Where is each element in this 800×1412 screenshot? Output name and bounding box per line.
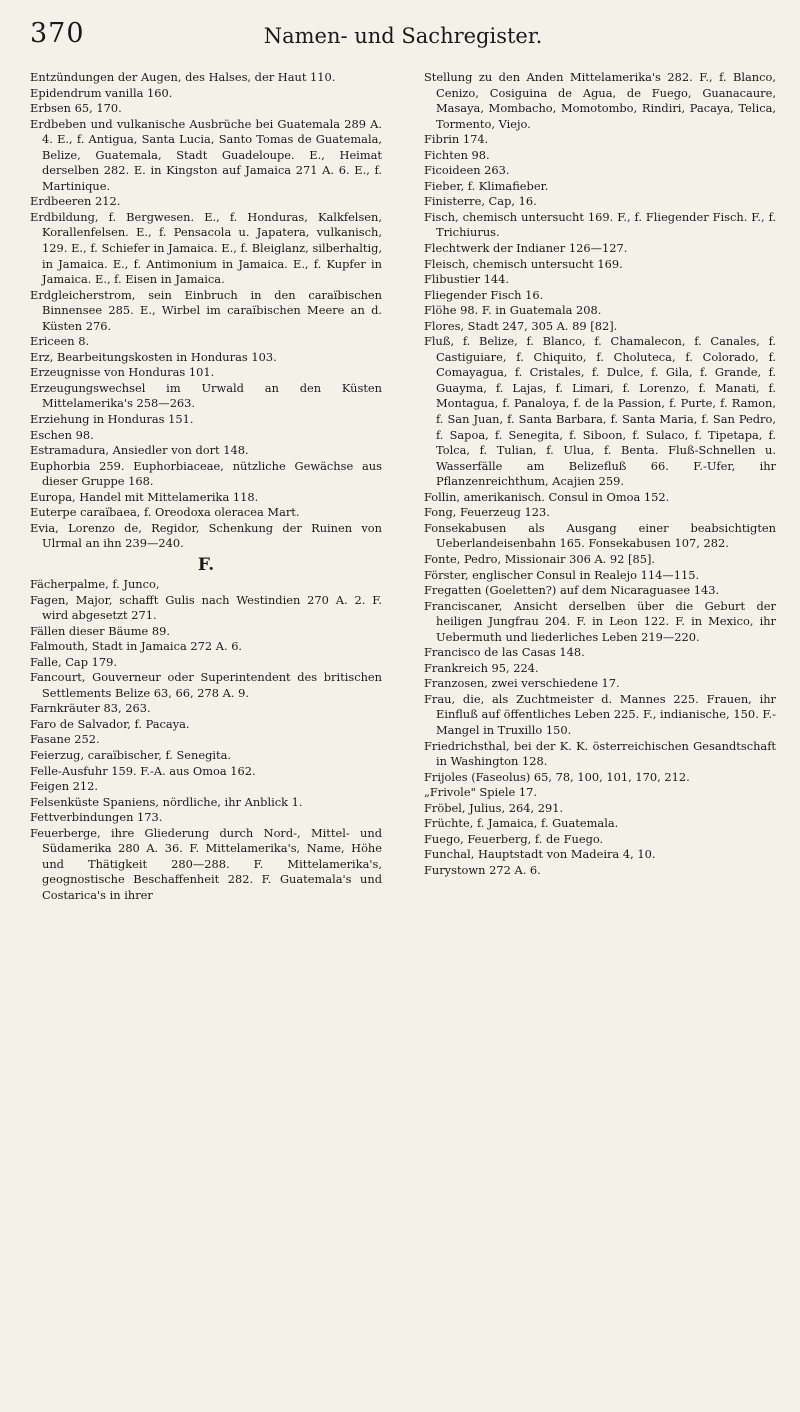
- index-entry: Francisco de las Casas 148.: [424, 645, 585, 660]
- index-entry: Europa, Handel mit Mittelamerika 118.: [30, 489, 259, 504]
- index-entry: Frankreich 95, 224.: [424, 660, 539, 675]
- index-entry: Furystown 272 A. 6.: [424, 862, 541, 877]
- index-entry: Erbsen 65, 170.: [30, 101, 122, 116]
- running-title: Namen- und Sachregister.: [263, 24, 543, 48]
- index-entry: Stellung zu den Anden Mittelamerika's 282. F., f. Blanco, Cenizo, Cosiguina de Agua, de Fuego, Guanacaure, Masaya, Mombacho, Momotombo, Rindiri, Pacaya, Telica, Tormento, Viejo.: [424, 70, 776, 131]
- index-entry: Erz, Bearbeitungskosten in Honduras 103.: [30, 349, 277, 364]
- index-entry: Euterpe caraïbaea, f. Oreodoxa oleracea Mart.: [30, 505, 300, 520]
- index-entry: Fleisch, chemisch untersucht 169.: [424, 256, 623, 271]
- index-entry: Estramadura, Ansiedler von dort 148.: [30, 443, 249, 458]
- index-entry: Ericeen 8.: [30, 334, 90, 349]
- index-entry: Erdbeben und vulkanische Ausbrüche bei Guatemala 289 A. 4. E., f. Antigua, Santa Lucia, Santo Tomas de Guatemala, Belize, Guatemala, Stadt Guadeloupe. E., Heimat derselben 282. E. in Kingston auf Jamaica 271 A. 6. E., f. Martinique.: [30, 116, 382, 193]
- index-entry: Fancourt, Gouverneur oder Superintendent des britischen Settlements Belize 63, 66, 278 A. 9.: [30, 670, 382, 700]
- index-entry: Früchte, f. Jamaica, f. Guatemala.: [424, 816, 619, 831]
- index-entry: Fliegender Fisch 16.: [424, 287, 544, 302]
- index-entry: Falmouth, Stadt in Jamaica 272 A. 6.: [30, 639, 243, 654]
- left-entries-f: [30, 577, 382, 903]
- index-entry: Frau, die, als Zuchtmeister d. Mannes 225. Frauen, ihr Einfluß auf öffentliches Leben 225. F., indianische, 150. F.-Mangel in Truxillo 150.: [424, 691, 776, 737]
- section-letter-f: F.: [197, 554, 215, 575]
- index-entry: Finisterre, Cap, 16.: [424, 194, 537, 209]
- index-entry: Evia, Lorenzo de, Regidor, Schenkung der Ruinen von Ulrmal an ihn 239—240.: [30, 520, 382, 551]
- index-entry: Flibustier 144.: [424, 272, 510, 287]
- index-entry: Faro de Salvador, f. Pacaya.: [30, 716, 190, 731]
- index-entry: Fichten 98.: [424, 147, 490, 162]
- index-entry: Funchal, Hauptstadt von Madeira 4, 10.: [424, 847, 656, 862]
- index-entry: Erdgleicherstrom, sein Einbruch in den caraïbischen Binnensee 285. E., Wirbel im caraïbischen Meere an d. Küsten 276.: [30, 287, 382, 333]
- left-entries-e: [30, 70, 382, 552]
- index-entry: Fonsekabusen als Ausgang einer beabsichtigten Ueberlandeisenbahn 165. Fonsekabusen 107, 282.: [424, 520, 776, 551]
- index-entry: Farnkräuter 83, 263.: [30, 701, 151, 716]
- index-entry: Erzeugungswechsel im Urwald an den Küsten Mittelamerika's 258—263.: [30, 380, 382, 411]
- index-entry: Fröbel, Julius, 264, 291.: [424, 800, 564, 815]
- left-column: [30, 70, 382, 903]
- index-entry: Flöhe 98. F. in Guatemala 208.: [424, 303, 602, 318]
- index-entry: Eschen 98.: [30, 427, 94, 442]
- index-entry: Fonte, Pedro, Missionair 306 A. 92 [85].: [424, 551, 656, 566]
- index-entry: Fong, Feuerzeug 123.: [424, 505, 550, 520]
- index-entry: Flores, Stadt 247, 305 A. 89 [82].: [424, 318, 618, 333]
- index-entry: Feierzug, caraïbischer, f. Senegita.: [30, 747, 232, 762]
- right-column: [424, 70, 776, 878]
- index-entry: Feuerberge, ihre Gliederung durch Nord-, Mittel- und Südamerika 280 A. 36. F. Mittelamerika's, Name, Höhe und Thätigkeit 280—288. F. Mittelamerika's, geognostische Beschaffenheit 282. F. Guatemala's und Costarica's in ihrer: [30, 825, 382, 902]
- index-entry: Fettverbindungen 173.: [30, 810, 163, 825]
- index-entry: Fieber, f. Klimafieber.: [424, 178, 549, 193]
- index-entry: Erdbeeren 212.: [30, 194, 121, 209]
- index-entry: Erzeugnisse von Honduras 101.: [30, 365, 215, 380]
- index-entry: Flechtwerk der Indianer 126—127.: [424, 241, 628, 256]
- index-entry: Epidendrum vanilla 160.: [30, 85, 173, 100]
- index-entry: Felle-Ausfuhr 159. F.-A. aus Omoa 162.: [30, 763, 256, 778]
- index-entry: Fächerpalme, f. Junco,: [30, 576, 160, 591]
- index-entry: Franzosen, zwei verschiedene 17.: [424, 676, 620, 691]
- index-entry: Fällen dieser Bäume 89.: [30, 623, 171, 638]
- index-entry: Fibrin 174.: [424, 132, 489, 147]
- index-entry: Follin, amerikanisch. Consul in Omoa 152.: [424, 489, 670, 504]
- index-entry: Felsenküste Spaniens, nördliche, ihr Anblick 1.: [30, 794, 303, 809]
- index-entry: Fregatten (Goeletten?) auf dem Nicaraguasee 143.: [424, 583, 720, 598]
- index-entry: Euphorbia 259. Euphorbiaceae, nützliche Gewächse aus dieser Gruppe 168.: [30, 458, 382, 489]
- index-entry: Fagen, Major, schafft Gulis nach Westindien 270 A. 2. F. wird abgesetzt 271.: [30, 592, 382, 623]
- index-entry: Falle, Cap 179.: [30, 654, 117, 669]
- right-entries: [424, 70, 776, 878]
- index-entry: Erdbildung, f. Bergwesen. E., f. Honduras, Kalkfelsen, Korallenfelsen. E., f. Pensacola u. Japatera, vulkanisch, 129. E., f. Schiefer in Jamaica. E., f. Bleiglanz, silberhaltig, in Jamaica. E., f. Antimonium in Jamaica. E., f. Kupfer in Jamaica. E., f. Eisen in Jamaica.: [30, 209, 382, 287]
- index-entry: Fuego, Feuerberg, f. de Fuego.: [424, 831, 604, 846]
- index-entry: Fasane 252.: [30, 732, 100, 747]
- index-entry: „Frivole" Spiele 17.: [424, 785, 538, 800]
- index-entry: Erziehung in Honduras 151.: [30, 412, 194, 427]
- page-header: [30, 14, 776, 54]
- index-entry: Feigen 212.: [30, 779, 99, 794]
- index-entry: Frijoles (Faseolus) 65, 78, 100, 101, 170, 212.: [424, 769, 690, 784]
- index-entry: Förster, englischer Consul in Realejo 114—115.: [424, 567, 700, 582]
- index-entry: Friedrichsthal, bei der K. K. österreichischen Gesandtschaft in Washington 128.: [424, 738, 776, 769]
- index-entry: Entzündungen der Augen, des Halses, der Haut 110.: [30, 70, 336, 84]
- index-entry: Ficoideen 263.: [424, 163, 510, 178]
- page-number: 370: [30, 18, 85, 49]
- index-entry: Franciscaner, Ansicht derselben über die Geburt der heiligen Jungfrau 204. F. in Leon 122. F. in Mexico, ihr Uebermuth und liederliches Leben 219—220.: [424, 598, 776, 644]
- index-entry: Fluß, f. Belize, f. Blanco, f. Chamalecon, f. Canales, f. Castiguiare, f. Chiquito, f. Choluteca, f. Colorado, f. Comayagua, f. Cristales, f. Dulce, f. Gila, f. Grande, f. Guayma, f. Lajas, f. Limari, f. Lorenzo, f. Manati, f. Montagua, f. Panaloya, f. de la Passion, f. Purte, f. Ramon, f. San Juan, f. Santa Barbara, f. Santa Maria, f. San Pedro, f. Sapoa, f. Senegita, f. Siboon, f. Sulaco, f. Tipetapa, f. Tolca, f. Tulian, f. Ulua, f. Benta. Fluß-Schnellen u. Wasserfälle am Belizefluß 66. F.-Ufer, ihr Pflanzenreichthum, Acajien 259.: [424, 334, 776, 489]
- index-entry: Fisch, chemisch untersucht 169. F., f. Fliegender Fisch. F., f. Trichiurus.: [424, 209, 776, 240]
